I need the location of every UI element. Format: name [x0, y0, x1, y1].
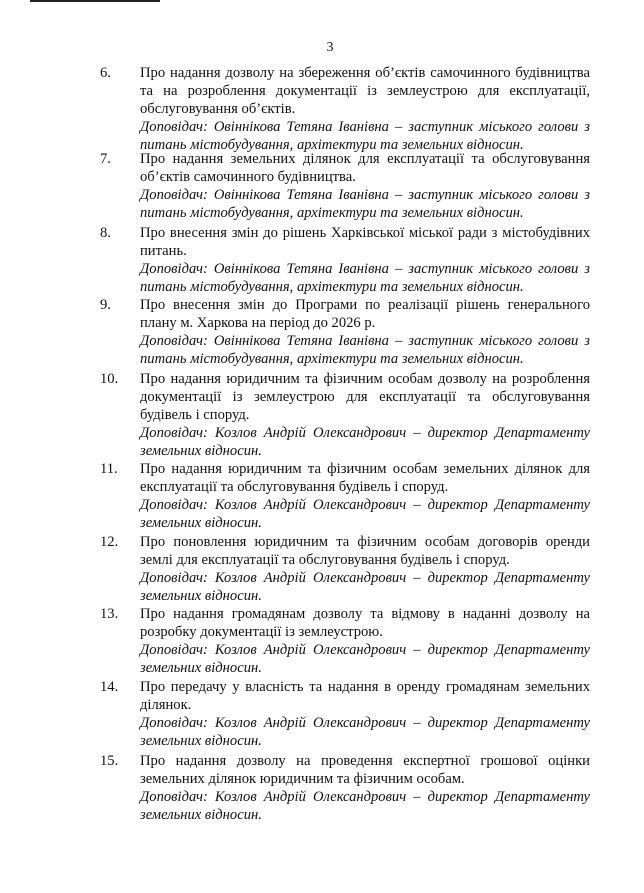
item-number: 12.: [100, 534, 119, 550]
item-number: 11.: [100, 461, 118, 477]
item-title: Про надання юридичним та фізичним особам земельних ділянок для експлуатації та обслуговування будівель і споруд.: [140, 461, 590, 495]
item-number: 7.: [100, 151, 111, 167]
item-speaker: Доповідач: Козлов Андрій Олександрович – директор Департаменту земельних відносин.: [140, 425, 590, 459]
item-speaker: Доповідач: Козлов Андрій Олександрович – директор Департаменту земельних відносин.: [140, 789, 590, 823]
top-rule: [30, 0, 160, 2]
agenda-item-12: [100, 533, 590, 605]
item-number: 6.: [100, 65, 111, 81]
agenda-item-7: [100, 150, 590, 222]
item-speaker: Доповідач: Овіннікова Тетяна Іванівна – заступник міського голови з питань містобудування, архітектури та земельних відносин.: [140, 119, 590, 153]
item-title: Про надання земельних ділянок для експлуатації та обслуговування об’єктів самочинного будівництва.: [140, 151, 590, 185]
item-title: Про надання юридичним та фізичним особам дозволу на розроблення документації із землеустрою для експлуатації та обслуговування будівель і споруд.: [140, 371, 590, 423]
item-speaker: Доповідач: Козлов Андрій Олександрович – директор Департаменту земельних відносин.: [140, 642, 590, 676]
item-speaker: Доповідач: Овіннікова Тетяна Іванівна – заступник міського голови з питань містобудування, архітектури та земельних відносин.: [140, 333, 590, 367]
agenda-item-11: [100, 460, 590, 532]
item-title: Про надання дозволу на проведення експертної грошової оцінки земельних ділянок юридичним та фізичним особам.: [140, 753, 590, 787]
item-title: Про внесення змін до Програми по реалізації рішень генерального плану м. Харкова на період до 2026 р.: [140, 297, 590, 331]
item-number: 13.: [100, 606, 119, 622]
item-number: 15.: [100, 753, 119, 769]
item-speaker: Доповідач: Овіннікова Тетяна Іванівна – заступник міського голови з питань містобудування, архітектури та земельних відносин.: [140, 261, 590, 295]
agenda-item-9: [100, 296, 590, 368]
agenda-item-6: [100, 64, 590, 154]
agenda-item-14: [100, 678, 590, 750]
item-title: Про надання громадянам дозволу та відмову в наданні дозволу на розробку документації із землеустрою.: [140, 606, 590, 640]
item-speaker: Доповідач: Козлов Андрій Олександрович – директор Департаменту земельних відносин.: [140, 497, 590, 531]
item-number: 9.: [100, 297, 111, 313]
item-title: Про поновлення юридичним та фізичним особам договорів оренди землі для експлуатації та обслуговування будівель і споруд.: [140, 534, 590, 568]
agenda-item-13: [100, 605, 590, 677]
page-number: 3: [326, 40, 334, 55]
item-number: 8.: [100, 225, 111, 241]
agenda-item-8: [100, 224, 590, 296]
item-speaker: Доповідач: Козлов Андрій Олександрович – директор Департаменту земельних відносин.: [140, 715, 590, 749]
item-title: Про передачу у власність та надання в оренду громадянам земельних ділянок.: [140, 679, 590, 713]
agenda-item-10: [100, 370, 590, 460]
item-number: 14.: [100, 679, 119, 695]
item-title: Про внесення змін до рішень Харківської міської ради з містобудівних питань.: [140, 225, 590, 259]
item-title: Про надання дозволу на збереження об’єктів самочинного будівництва та на розроблення документації із землеустрою для експлуатації, обслуговування об’єктів.: [140, 65, 590, 117]
agenda-item-15: [100, 752, 590, 824]
item-speaker: Доповідач: Овіннікова Тетяна Іванівна – заступник міського голови з питань містобудування, архітектури та земельних відносин.: [140, 187, 590, 221]
item-number: 10.: [100, 371, 119, 387]
item-speaker: Доповідач: Козлов Андрій Олександрович – директор Департаменту земельних відносин.: [140, 570, 590, 604]
